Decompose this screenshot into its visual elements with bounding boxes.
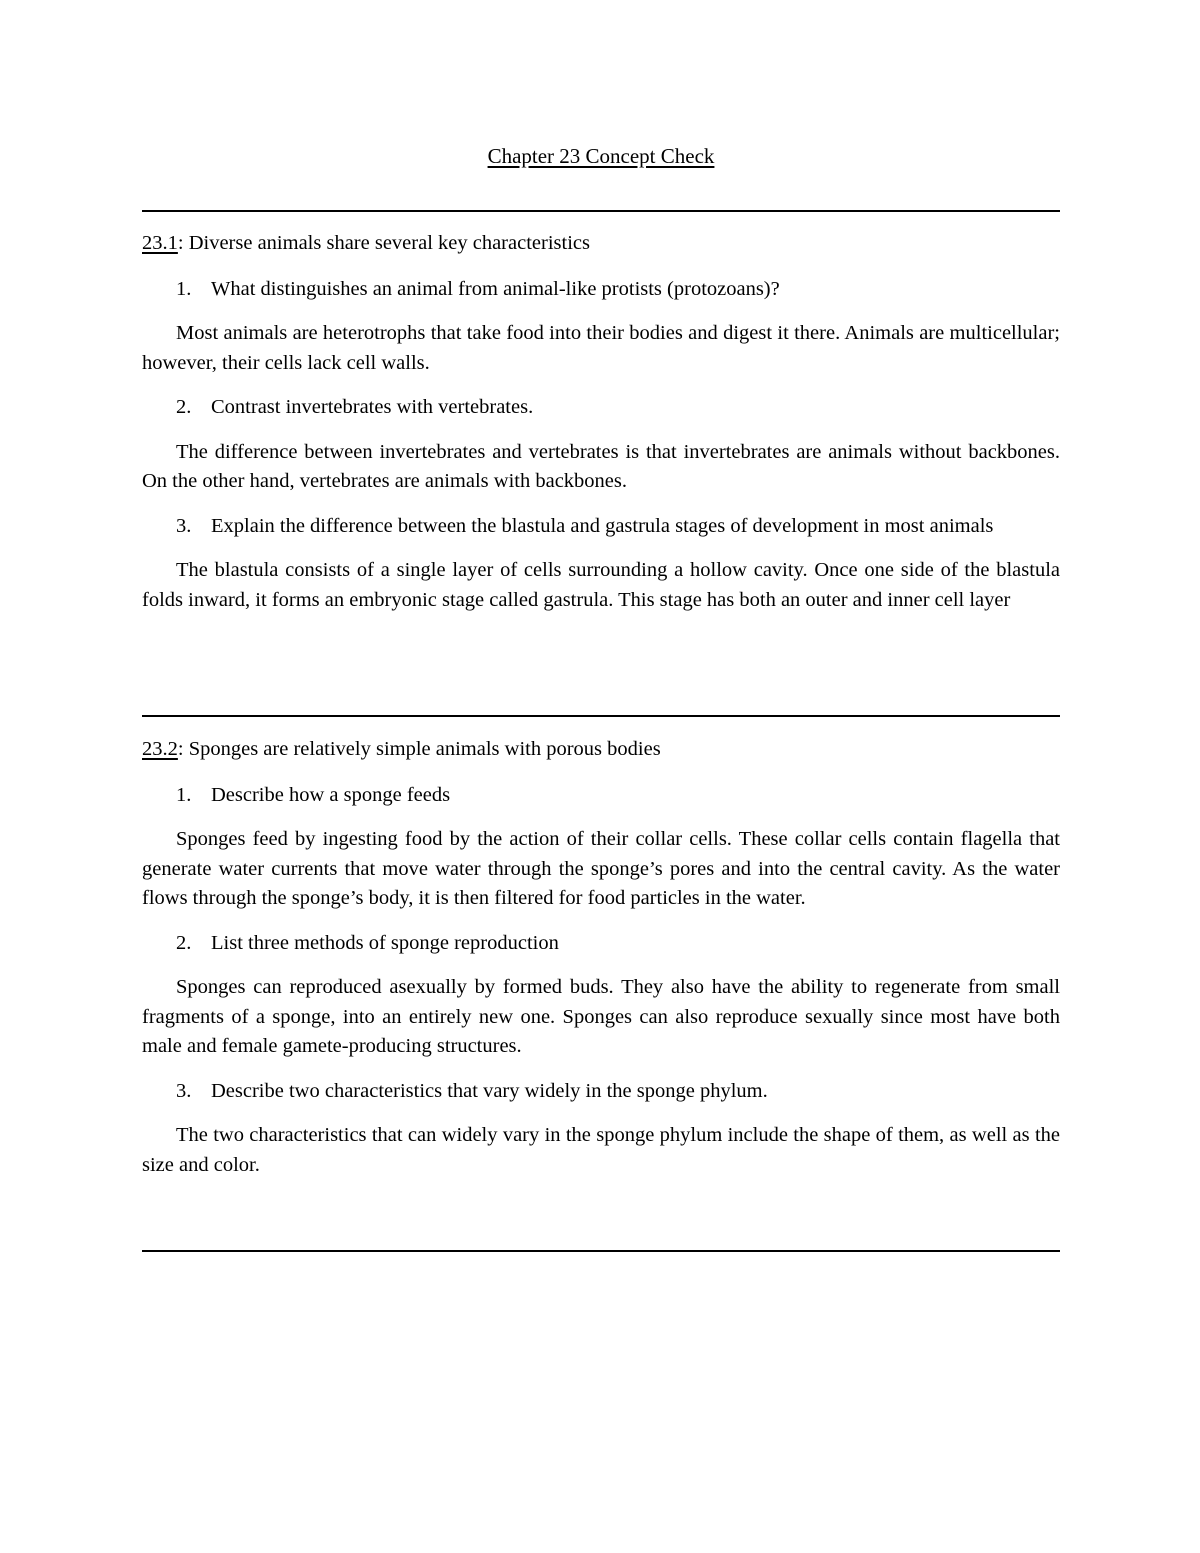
question-text: What distinguishes an animal from animal-like protists (protozoans)? bbox=[211, 277, 780, 300]
question-number: 1. bbox=[176, 277, 192, 300]
answer-text: The two characteristics that can widely vary in the sponge phylum include the shape of them, as well as the size and color. bbox=[142, 1124, 1060, 1176]
question-item bbox=[142, 929, 1060, 959]
section-divider bbox=[142, 715, 1060, 717]
question-number: 3. bbox=[176, 514, 192, 537]
question-number: 2. bbox=[176, 396, 192, 418]
section-heading-text: : Sponges are relatively simple animals with porous bodies bbox=[177, 738, 661, 760]
question-item bbox=[142, 275, 1060, 305]
answer-text: The blastula consists of a single layer of cells surrounding a hollow cavity. Once one side of the blastula folds inward, it forms an embryonic stage called gastrula. This stage has both an outer and inner cell layer bbox=[142, 559, 1060, 611]
section-number: 23.1 bbox=[142, 232, 178, 254]
question-text: Contrast invertebrates with vertebrates. bbox=[211, 396, 534, 418]
answer-text: Sponges can reproduced asexually by formed buds. They also have the ability to regenerate from small fragments of a sponge, into an entirely new one. Sponges can also reproduce sexually since most have both male and female gamete-producing structures. bbox=[142, 976, 1060, 1057]
section-heading bbox=[142, 735, 1060, 765]
question-item bbox=[142, 393, 1060, 423]
question-number: 2. bbox=[176, 931, 192, 954]
section-23-2 bbox=[142, 735, 1060, 1195]
question-text: Describe how a sponge feeds bbox=[211, 783, 451, 806]
question-item bbox=[142, 1077, 1060, 1107]
section-divider bbox=[142, 210, 1060, 212]
question-text: List three methods of sponge reproduction bbox=[211, 931, 559, 954]
section-23-1 bbox=[142, 229, 1060, 630]
answer-text: The difference between invertebrates and vertebrates is that invertebrates are animals without backbones. On the other hand, vertebrates are animals with backbones. bbox=[142, 440, 1060, 492]
section-number: 23.2 bbox=[142, 738, 178, 760]
section-heading-text: : Diverse animals share several key characteristics bbox=[177, 232, 590, 254]
question-item bbox=[142, 781, 1060, 811]
document-title: Chapter 23 Concept Check bbox=[487, 144, 715, 168]
section-divider bbox=[142, 1250, 1060, 1252]
answer-text: Sponges feed by ingesting food by the action of their collar cells. These collar cells contain flagella that generate water currents that move water through the sponge’s pores and into the central cavity. As the water flows through the sponge’s body, it is then filtered for food particles in the water. bbox=[142, 828, 1060, 909]
question-item bbox=[142, 512, 1060, 542]
question-text: Explain the difference between the blastula and gastrula stages of development in most animals bbox=[211, 514, 994, 537]
answer-text: Most animals are heterotrophs that take food into their bodies and digest it there. Animals are multicellular; however, their cells lack cell walls. bbox=[142, 322, 1060, 374]
question-number: 1. bbox=[176, 783, 192, 806]
question-number: 3. bbox=[176, 1079, 192, 1102]
section-heading bbox=[142, 229, 1060, 259]
question-text: Describe two characteristics that vary widely in the sponge phylum. bbox=[211, 1079, 768, 1102]
